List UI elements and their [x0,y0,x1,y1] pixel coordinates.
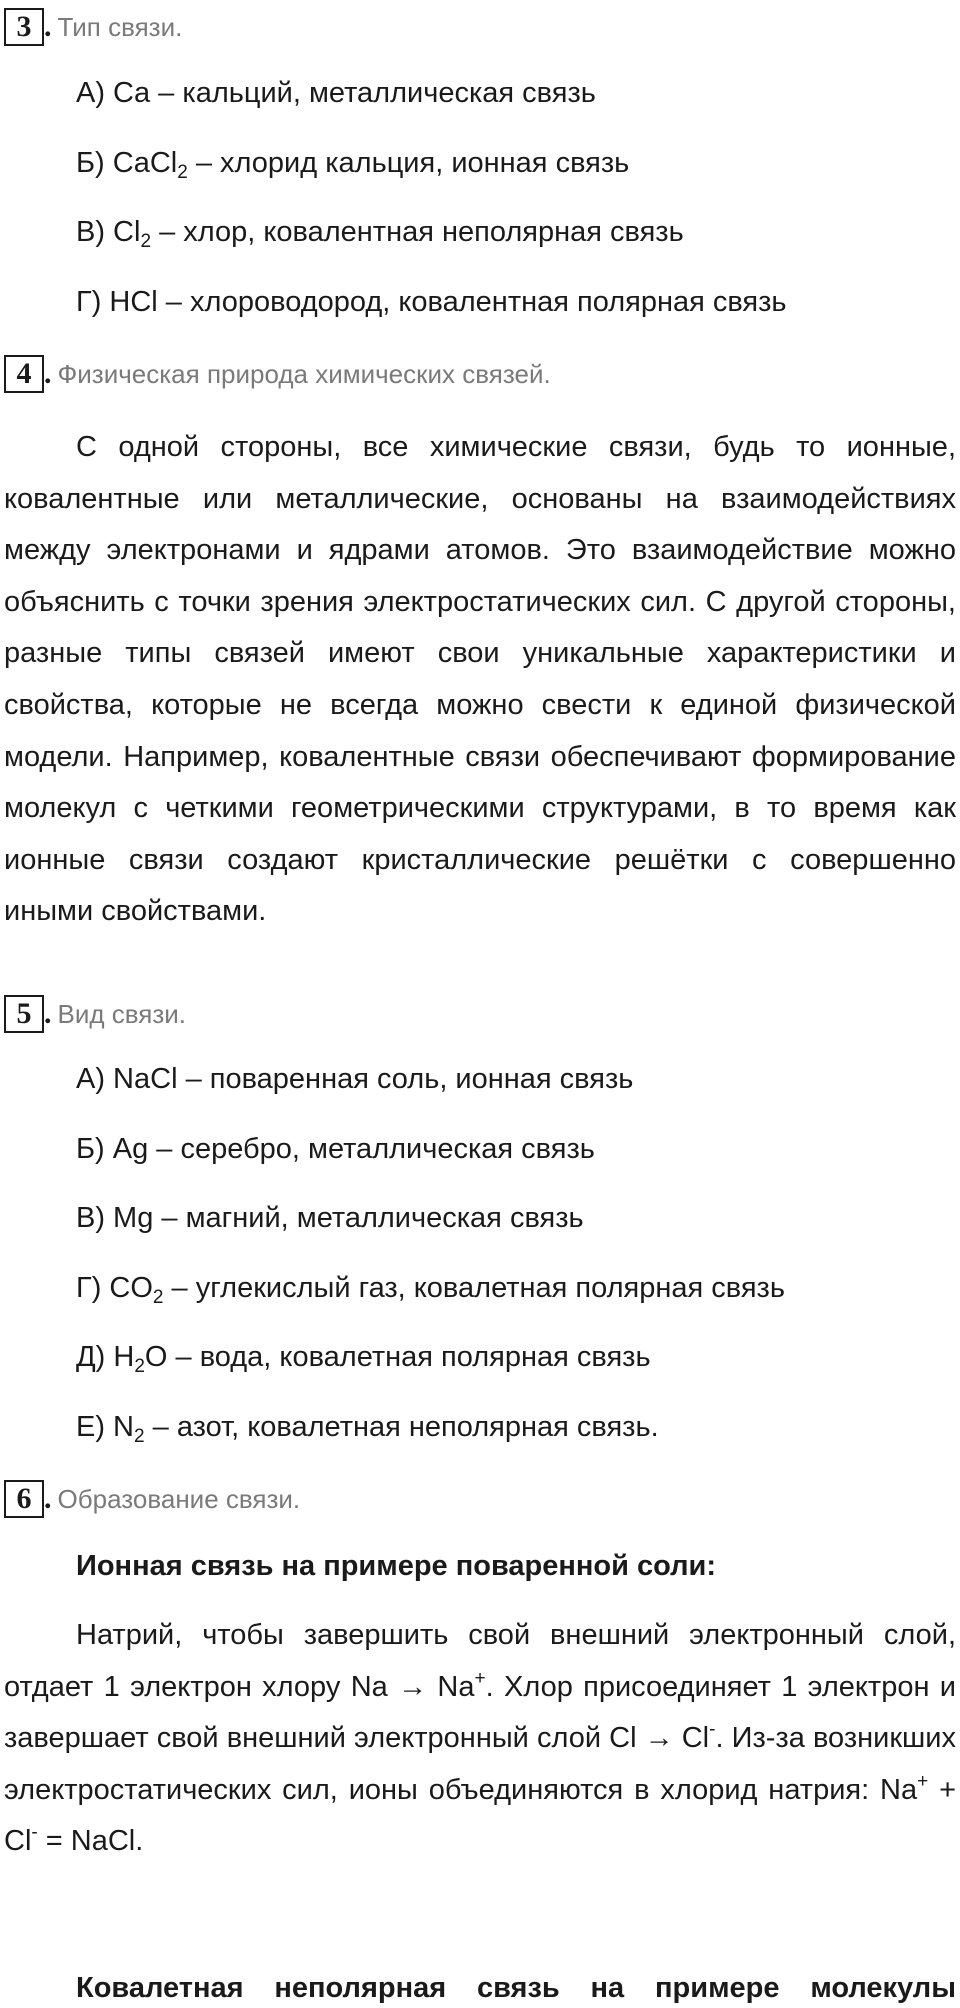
section-5-header: 5 . Вид связи. [4,993,186,1035]
list-item: А) Ca – кальций, металлическая связь [76,77,596,109]
list-item: Б) CaCl$_2$ – хлорид кальция, ионная связь [76,147,630,183]
subheading-2: Ковалетная неполярная связь на примере молекулы [76,1972,956,2004]
list-item: В) Mg – магний, металлическая связь [76,1202,584,1234]
list-item: Г) HCl – хлороводород, ковалентная полярная связь [76,286,787,318]
section-title: Образование связи. [57,1483,301,1514]
section-title: Тип связи. [57,11,183,42]
section-number-box: 5 [4,995,44,1033]
section-6-header: 6 . Образование связи. [4,1478,300,1520]
section-3-header: 3 . Тип связи. [4,6,182,48]
list-item: Д) $H_2O$ – вода, ковалетная полярная связь [76,1341,651,1377]
section-title: Физическая природа химических связей. [57,358,551,389]
list-item: Е) $N_2$ – азот, ковалетная неполярная связь. [76,1411,659,1447]
list-item: А) NaCl – поваренная соль, ионная связь [76,1063,634,1095]
section-number-box: 6 [4,1480,44,1518]
list-item: Г) $CO_2$ – углекислый газ, ковалетная полярная связь [76,1272,785,1308]
section-number-box: 4 [4,355,44,393]
section-4-header: 4 . Физическая природа химических связей. [4,353,551,395]
list-item: В) $Cl_2$ – хлор, ковалентная неполярная связь [76,216,684,252]
paragraph: Натрий, чтобы завершить свой внешний электронный слой, отдает 1 электрон хлору Na → Na+. Хлор присоединяет 1 электрон и завершает свой внешний электронный слой Cl → Cl-. Из-за возникших электростатических сил, ионы объединяются в хлорид натрия: Na+ + Cl- = NaCl. [4,1619,957,1858]
paragraph: С одной стороны, все химические связи, будь то ионные, ковалентные или металлические, основаны на взаимодействиях между электронами и ядрами атомов. Это взаимодействие можно объяснить с точки зрения электростатических сил. С другой стороны, разные типы связей имеют свои уникальные характеристики и свойства, которые не всегда можно свести к единой физической модели. Например, ковалентные связи обеспечивают формирование молекул с четкими геометрическими структурами, в то время как ионные связи создают кристаллические решётки с совершенно иными свойствами. [4,431,956,928]
section-number-box: 3 [4,8,44,46]
section-title: Вид связи. [57,998,187,1029]
list-item: Б) Ag – серебро, металлическая связь [76,1133,595,1165]
subheading: Ионная связь на примере поваренной соли: [76,1550,717,1582]
